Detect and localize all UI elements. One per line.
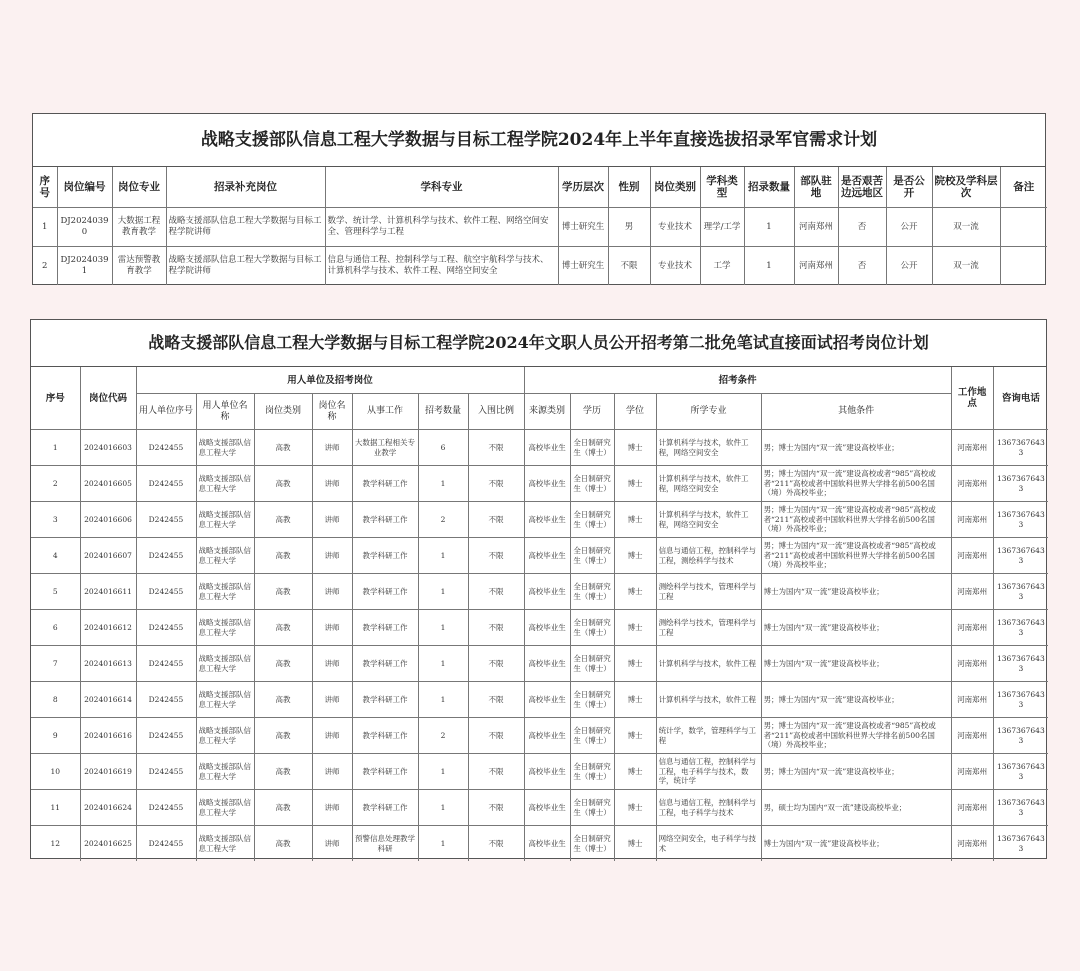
table2-row bbox=[31, 646, 1048, 682]
table2-cell: 博士 bbox=[614, 502, 656, 538]
table2-cell: 计算机科学与技术，软件工程 bbox=[656, 646, 761, 682]
table2-cell: 11 bbox=[31, 790, 80, 826]
table2-cell: 讲师 bbox=[312, 682, 352, 718]
table1-cell: 2 bbox=[33, 247, 57, 286]
table2-cell: 全日制研究生（博士） bbox=[570, 646, 614, 682]
table1-header-cell: 序号 bbox=[33, 167, 57, 208]
table2-cell: 男；博士为国内“双一流”建设高校毕业； bbox=[761, 682, 951, 718]
table2-cell: 讲师 bbox=[312, 610, 352, 646]
table1-cell: 不限 bbox=[608, 247, 650, 286]
table2-cell: D242455 bbox=[136, 790, 196, 826]
table2-cell: D242455 bbox=[136, 610, 196, 646]
table2-cell: 网络空间安全，电子科学与技术 bbox=[656, 826, 761, 862]
table1-header-cell: 备注 bbox=[1000, 167, 1047, 208]
table2-cell: 10 bbox=[31, 754, 80, 790]
table2-cell: 教学科研工作 bbox=[352, 790, 418, 826]
table2-subheader-cell: 所学专业 bbox=[656, 394, 761, 430]
table2-cell: 战略支援部队信息工程大学 bbox=[196, 574, 254, 610]
table2-cell: 讲师 bbox=[312, 790, 352, 826]
table2-cell: 1 bbox=[418, 574, 468, 610]
table2-cell: D242455 bbox=[136, 574, 196, 610]
table2-cell: 1 bbox=[418, 646, 468, 682]
table2-cell: 2 bbox=[418, 718, 468, 754]
table2-cell: 2024016605 bbox=[80, 466, 136, 502]
table2-cell: 全日制研究生（博士） bbox=[570, 538, 614, 574]
table2-subheader-cell: 其他条件 bbox=[761, 394, 951, 430]
table2-cell: 2024016624 bbox=[80, 790, 136, 826]
table2-cell: 不限 bbox=[468, 538, 524, 574]
table1-cell: 雷达预警教育教学 bbox=[112, 247, 166, 286]
table1-cell: 战略支援部队信息工程大学数据与目标工程学院讲师 bbox=[166, 247, 325, 286]
table2-cell: 战略支援部队信息工程大学 bbox=[196, 646, 254, 682]
table2-cell: 大数据工程相关专业教学 bbox=[352, 430, 418, 466]
table2-cell: D242455 bbox=[136, 754, 196, 790]
table1-header-cell: 学历层次 bbox=[558, 167, 608, 208]
table2-cell: 博士 bbox=[614, 538, 656, 574]
table2-cell: 博士 bbox=[614, 646, 656, 682]
table2-cell: 1 bbox=[418, 466, 468, 502]
civilian-plan-table bbox=[31, 367, 1048, 861]
table2-cell: 统计学，数学，管理科学与工程 bbox=[656, 718, 761, 754]
table2-cell: 1 bbox=[418, 754, 468, 790]
table2-cell: 13673676433 bbox=[993, 574, 1048, 610]
table2-cell: 13673676433 bbox=[993, 430, 1048, 466]
table2-cell: 不限 bbox=[468, 610, 524, 646]
table2-cell: 2 bbox=[418, 502, 468, 538]
table2-cell: 高教 bbox=[254, 574, 312, 610]
table2-subheader-cell: 岗位名称 bbox=[312, 394, 352, 430]
table2-cell: 2024016606 bbox=[80, 502, 136, 538]
table2-cell: 高校毕业生 bbox=[524, 754, 570, 790]
table2-cell: 博士 bbox=[614, 610, 656, 646]
table2-cell: 2 bbox=[31, 466, 80, 502]
table2-cell: 2024016619 bbox=[80, 754, 136, 790]
table1-cell: 双一流 bbox=[932, 247, 1000, 286]
table2-cell: 战略支援部队信息工程大学 bbox=[196, 718, 254, 754]
table2-cell: 13673676433 bbox=[993, 682, 1048, 718]
table1-header-cell: 岗位编号 bbox=[57, 167, 112, 208]
table2-subheader-cell: 学历 bbox=[570, 394, 614, 430]
table1-cell: 战略支援部队信息工程大学数据与目标工程学院讲师 bbox=[166, 208, 325, 247]
table2-cell: 博士为国内“双一流”建设高校毕业； bbox=[761, 646, 951, 682]
table1-cell: 专业技术 bbox=[650, 247, 700, 286]
table2-cell: 高校毕业生 bbox=[524, 502, 570, 538]
table2-cell: 测绘科学与技术，管理科学与工程 bbox=[656, 574, 761, 610]
header-location: 工作地点 bbox=[951, 367, 993, 430]
table2-cell: 高教 bbox=[254, 826, 312, 862]
table2-cell: 全日制研究生（博士） bbox=[570, 502, 614, 538]
table2-row bbox=[31, 790, 1048, 826]
table2-cell: 全日制研究生（博士） bbox=[570, 790, 614, 826]
table2-cell: 不限 bbox=[468, 754, 524, 790]
table2-cell: 信息与通信工程，控制科学与工程，电子科学与技术 bbox=[656, 790, 761, 826]
table2-cell: 2024016603 bbox=[80, 430, 136, 466]
table2-cell: 高教 bbox=[254, 754, 312, 790]
table2-cell: 讲师 bbox=[312, 826, 352, 862]
table2-cell: 战略支援部队信息工程大学 bbox=[196, 610, 254, 646]
table2-row bbox=[31, 574, 1048, 610]
table2-cell: 信息与通信工程，控制科学与工程，电子科学与技术，数学，统计学 bbox=[656, 754, 761, 790]
table2-cell: 河南郑州 bbox=[951, 682, 993, 718]
table2-row bbox=[31, 718, 1048, 754]
military-officer-plan-panel bbox=[32, 113, 1046, 285]
table2-cell: 河南郑州 bbox=[951, 502, 993, 538]
table1-cell: DJ20240391 bbox=[57, 247, 112, 286]
table1-cell: 1 bbox=[33, 208, 57, 247]
table1-cell: 博士研究生 bbox=[558, 208, 608, 247]
table2-cell: 13673676433 bbox=[993, 538, 1048, 574]
header-phone: 咨询电话 bbox=[993, 367, 1048, 430]
table2-cell: 教学科研工作 bbox=[352, 646, 418, 682]
table2-cell: 男；博士为国内“双一流”建设高校或者“985”高校或者“211”高校或者中国软科世界大学排名前500名国（境）外高校毕业； bbox=[761, 538, 951, 574]
table2-cell: 讲师 bbox=[312, 502, 352, 538]
table2-cell: 全日制研究生（博士） bbox=[570, 754, 614, 790]
table2-cell: 不限 bbox=[468, 466, 524, 502]
table2-cell: 2024016625 bbox=[80, 826, 136, 862]
table2-cell: 男；博士为国内“双一流”建设高校或者“985”高校或者“211”高校或者中国软科世界大学排名前500名国（境）外高校毕业； bbox=[761, 718, 951, 754]
table2-cell: 战略支援部队信息工程大学 bbox=[196, 538, 254, 574]
table1-header-cell: 学科类型 bbox=[700, 167, 744, 208]
table2-cell: D242455 bbox=[136, 682, 196, 718]
table2-title: 战略支援部队信息工程大学数据与目标工程学院2024年文职人员公开招考第二批免笔试直接面试招考岗位计划 bbox=[31, 320, 1046, 367]
table2-cell: 13673676433 bbox=[993, 466, 1048, 502]
table2-row bbox=[31, 682, 1048, 718]
table2-cell: D242455 bbox=[136, 502, 196, 538]
table2-cell: 博士为国内“双一流”建设高校毕业； bbox=[761, 610, 951, 646]
table2-cell: D242455 bbox=[136, 430, 196, 466]
table2-cell: 2024016616 bbox=[80, 718, 136, 754]
table2-cell: 博士 bbox=[614, 682, 656, 718]
table2-cell: 不限 bbox=[468, 430, 524, 466]
table2-cell: 河南郑州 bbox=[951, 538, 993, 574]
table2-cell: 博士 bbox=[614, 826, 656, 862]
table2-cell: 高校毕业生 bbox=[524, 826, 570, 862]
table2-row bbox=[31, 754, 1048, 790]
table2-cell: 全日制研究生（博士） bbox=[570, 466, 614, 502]
table2-cell: 1 bbox=[418, 610, 468, 646]
table2-cell: 2024016611 bbox=[80, 574, 136, 610]
table2-cell: 13673676433 bbox=[993, 646, 1048, 682]
table2-cell: 河南郑州 bbox=[951, 754, 993, 790]
table2-row bbox=[31, 826, 1048, 862]
table2-cell: 2024016613 bbox=[80, 646, 136, 682]
table2-cell: 战略支援部队信息工程大学 bbox=[196, 682, 254, 718]
table2-cell: 计算机科学与技术，软件工程，网络空间安全 bbox=[656, 430, 761, 466]
table1-cell: 专业技术 bbox=[650, 208, 700, 247]
table2-cell: 教学科研工作 bbox=[352, 754, 418, 790]
table2-cell: 高校毕业生 bbox=[524, 430, 570, 466]
table1-cell: 男 bbox=[608, 208, 650, 247]
table2-cell: 教学科研工作 bbox=[352, 538, 418, 574]
table2-cell: 高教 bbox=[254, 502, 312, 538]
header-no: 序号 bbox=[31, 367, 80, 430]
table2-row bbox=[31, 538, 1048, 574]
table1-cell: 河南郑州 bbox=[794, 208, 838, 247]
table2-cell: 高教 bbox=[254, 790, 312, 826]
table2-cell: 博士 bbox=[614, 574, 656, 610]
table2-cell: 教学科研工作 bbox=[352, 574, 418, 610]
table2-cell: 讲师 bbox=[312, 718, 352, 754]
table2-cell: D242455 bbox=[136, 718, 196, 754]
officer-plan-table bbox=[33, 167, 1047, 285]
table2-cell: 讲师 bbox=[312, 754, 352, 790]
table2-cell: 战略支援部队信息工程大学 bbox=[196, 790, 254, 826]
table1-cell: 公开 bbox=[886, 247, 932, 286]
table1-cell: 信息与通信工程、控制科学与工程、航空宇航科学与技术、计算机科学与技术、软件工程、网络空间安全 bbox=[325, 247, 558, 286]
table1-cell: 理学/工学 bbox=[700, 208, 744, 247]
table2-cell: 2024016607 bbox=[80, 538, 136, 574]
table2-cell: 13673676433 bbox=[993, 790, 1048, 826]
table2-cell: 1 bbox=[418, 682, 468, 718]
table1-cell: 1 bbox=[744, 208, 794, 247]
table2-cell: 高校毕业生 bbox=[524, 610, 570, 646]
table2-cell: D242455 bbox=[136, 538, 196, 574]
table1-header-cell: 学科专业 bbox=[325, 167, 558, 208]
table2-cell: 博士 bbox=[614, 790, 656, 826]
table2-cell: 信息与通信工程，控制科学与工程，测绘科学与技术 bbox=[656, 538, 761, 574]
table2-cell: 战略支援部队信息工程大学 bbox=[196, 466, 254, 502]
table2-cell: 河南郑州 bbox=[951, 790, 993, 826]
header-code: 岗位代码 bbox=[80, 367, 136, 430]
table2-subheader-cell: 岗位类别 bbox=[254, 394, 312, 430]
table2-cell: 高校毕业生 bbox=[524, 538, 570, 574]
table2-cell: 高校毕业生 bbox=[524, 790, 570, 826]
table2-cell: 讲师 bbox=[312, 466, 352, 502]
table2-cell: 4 bbox=[31, 538, 80, 574]
table2-cell: 教学科研工作 bbox=[352, 502, 418, 538]
table1-header-cell: 部队驻地 bbox=[794, 167, 838, 208]
table2-cell: 战略支援部队信息工程大学 bbox=[196, 502, 254, 538]
table1-title: 战略支援部队信息工程大学数据与目标工程学院2024年上半年直接选拔招录军官需求计划 bbox=[33, 114, 1045, 167]
table2-subheader-cell: 从事工作 bbox=[352, 394, 418, 430]
table2-cell: 教学科研工作 bbox=[352, 682, 418, 718]
table1-cell: 博士研究生 bbox=[558, 247, 608, 286]
table2-row bbox=[31, 466, 1048, 502]
table2-cell: 全日制研究生（博士） bbox=[570, 430, 614, 466]
header-group-unit: 用人单位及招考岗位 bbox=[136, 367, 524, 394]
table1-cell: 否 bbox=[838, 247, 886, 286]
table2-cell: 高校毕业生 bbox=[524, 466, 570, 502]
table1-header-cell: 招录补充岗位 bbox=[166, 167, 325, 208]
table2-subheader-cell: 用人单位序号 bbox=[136, 394, 196, 430]
table1-header-cell: 岗位类别 bbox=[650, 167, 700, 208]
table2-cell: 1 bbox=[418, 790, 468, 826]
table2-cell: 全日制研究生（博士） bbox=[570, 718, 614, 754]
table2-cell: 河南郑州 bbox=[951, 574, 993, 610]
table2-cell: 13673676433 bbox=[993, 502, 1048, 538]
table2-cell: 测绘科学与技术，管理科学与工程 bbox=[656, 610, 761, 646]
table2-cell: 不限 bbox=[468, 790, 524, 826]
table2-cell: 1 bbox=[418, 538, 468, 574]
table2-cell: 博士 bbox=[614, 754, 656, 790]
table2-row bbox=[31, 430, 1048, 466]
table2-cell: 13673676433 bbox=[993, 754, 1048, 790]
table2-cell: 6 bbox=[31, 610, 80, 646]
table1-header-row bbox=[33, 167, 1047, 208]
table2-subheader-cell: 来源类别 bbox=[524, 394, 570, 430]
table2-cell: 1 bbox=[418, 826, 468, 862]
table1-cell: 大数据工程教育教学 bbox=[112, 208, 166, 247]
table2-cell: 7 bbox=[31, 646, 80, 682]
table2-cell: 2024016612 bbox=[80, 610, 136, 646]
table2-cell: 男；博士为国内“双一流”建设高校毕业； bbox=[761, 754, 951, 790]
table1-cell: 公开 bbox=[886, 208, 932, 247]
table2-cell: 不限 bbox=[468, 574, 524, 610]
table1-cell: 工学 bbox=[700, 247, 744, 286]
table2-cell: 9 bbox=[31, 718, 80, 754]
table1-cell bbox=[1000, 247, 1047, 286]
table2-cell: 13673676433 bbox=[993, 826, 1048, 862]
table2-cell: 战略支援部队信息工程大学 bbox=[196, 826, 254, 862]
table2-cell: 高校毕业生 bbox=[524, 718, 570, 754]
table1-cell: 1 bbox=[744, 247, 794, 286]
table2-cell: 1 bbox=[31, 430, 80, 466]
table2-cell: 高校毕业生 bbox=[524, 574, 570, 610]
table2-subheader-cell: 用人单位名称 bbox=[196, 394, 254, 430]
table1-header-cell: 岗位专业 bbox=[112, 167, 166, 208]
table2-cell: 计算机科学与技术，软件工程 bbox=[656, 682, 761, 718]
table2-cell: 12 bbox=[31, 826, 80, 862]
table2-cell: 不限 bbox=[468, 646, 524, 682]
table2-cell: 高教 bbox=[254, 466, 312, 502]
table2-cell: 13673676433 bbox=[993, 718, 1048, 754]
table1-cell bbox=[1000, 208, 1047, 247]
table2-cell: 教学科研工作 bbox=[352, 718, 418, 754]
table2-cell: 全日制研究生（博士） bbox=[570, 574, 614, 610]
table2-cell: 不限 bbox=[468, 826, 524, 862]
table2-cell: D242455 bbox=[136, 466, 196, 502]
table2-subheader-cell: 学位 bbox=[614, 394, 656, 430]
table2-cell: 男；博士为国内“双一流”建设高校或者“985”高校或者“211”高校或者中国软科世界大学排名前500名国（境）外高校毕业； bbox=[761, 466, 951, 502]
table2-cell: 男；博士为国内“双一流”建设高校毕业； bbox=[761, 430, 951, 466]
table2-cell: 河南郑州 bbox=[951, 430, 993, 466]
table2-cell: 不限 bbox=[468, 682, 524, 718]
table2-cell: 河南郑州 bbox=[951, 466, 993, 502]
table2-cell: 博士 bbox=[614, 466, 656, 502]
table2-cell: 不限 bbox=[468, 718, 524, 754]
table2-row bbox=[31, 502, 1048, 538]
table2-cell: 高教 bbox=[254, 682, 312, 718]
table2-cell: 3 bbox=[31, 502, 80, 538]
table2-cell: 讲师 bbox=[312, 574, 352, 610]
table1-header-cell: 招录数量 bbox=[744, 167, 794, 208]
table2-cell: 预警信息处理教学科研 bbox=[352, 826, 418, 862]
table2-cell: 全日制研究生（博士） bbox=[570, 610, 614, 646]
table1-cell: 否 bbox=[838, 208, 886, 247]
table2-cell: 高教 bbox=[254, 610, 312, 646]
table2-cell: 河南郑州 bbox=[951, 826, 993, 862]
table2-cell: D242455 bbox=[136, 646, 196, 682]
table2-cell: 高教 bbox=[254, 646, 312, 682]
table2-cell: 河南郑州 bbox=[951, 610, 993, 646]
table2-subheader-cell: 入围比例 bbox=[468, 394, 524, 430]
table2-cell: 战略支援部队信息工程大学 bbox=[196, 430, 254, 466]
table2-cell: 不限 bbox=[468, 502, 524, 538]
table2-cell: 博士 bbox=[614, 718, 656, 754]
table2-cell: 男，硕士均为国内“双一流”建设高校毕业； bbox=[761, 790, 951, 826]
table2-cell: 男；博士为国内“双一流”建设高校或者“985”高校或者“211”高校或者中国软科世界大学排名前500名国（境）外高校毕业； bbox=[761, 502, 951, 538]
table2-cell: 教学科研工作 bbox=[352, 610, 418, 646]
table2-row bbox=[31, 610, 1048, 646]
table2-cell: 教学科研工作 bbox=[352, 466, 418, 502]
table2-cell: D242455 bbox=[136, 826, 196, 862]
table2-subheader-cell: 招考数量 bbox=[418, 394, 468, 430]
table2-cell: 博士为国内“双一流”建设高校毕业； bbox=[761, 574, 951, 610]
table2-cell: 讲师 bbox=[312, 430, 352, 466]
table2-cell: 全日制研究生（博士） bbox=[570, 682, 614, 718]
table2-cell: 博士 bbox=[614, 430, 656, 466]
table2-cell: 高教 bbox=[254, 430, 312, 466]
table1-cell: DJ20240390 bbox=[57, 208, 112, 247]
table2-cell: 博士为国内“双一流”建设高校毕业； bbox=[761, 826, 951, 862]
table2-cell: 高校毕业生 bbox=[524, 646, 570, 682]
table2-cell: 全日制研究生（博士） bbox=[570, 826, 614, 862]
table2-cell: 战略支援部队信息工程大学 bbox=[196, 754, 254, 790]
table2-cell: 6 bbox=[418, 430, 468, 466]
table1-header-cell: 是否公开 bbox=[886, 167, 932, 208]
table1-cell: 双一流 bbox=[932, 208, 1000, 247]
table2-cell: 高教 bbox=[254, 538, 312, 574]
table2-cell: 高校毕业生 bbox=[524, 682, 570, 718]
header-group-conditions: 招考条件 bbox=[524, 367, 951, 394]
table1-header-cell: 是否艰苦边远地区 bbox=[838, 167, 886, 208]
table2-cell: 讲师 bbox=[312, 538, 352, 574]
table1-header-cell: 性别 bbox=[608, 167, 650, 208]
table2-cell: 5 bbox=[31, 574, 80, 610]
table2-cell: 8 bbox=[31, 682, 80, 718]
table2-cell: 13673676433 bbox=[993, 610, 1048, 646]
table2-cell: 计算机科学与技术，软件工程，网络空间安全 bbox=[656, 502, 761, 538]
table2-cell: 高教 bbox=[254, 718, 312, 754]
table2-cell: 2024016614 bbox=[80, 682, 136, 718]
table1-row bbox=[33, 208, 1047, 247]
table2-cell: 计算机科学与技术，软件工程，网络空间安全 bbox=[656, 466, 761, 502]
table2-cell: 河南郑州 bbox=[951, 646, 993, 682]
table1-cell: 数学、统计学、计算机科学与技术、软件工程、网络空间安全、管理科学与工程 bbox=[325, 208, 558, 247]
civilian-staff-plan-panel bbox=[30, 319, 1047, 859]
table2-cell: 讲师 bbox=[312, 646, 352, 682]
table1-row bbox=[33, 247, 1047, 286]
table2-cell: 河南郑州 bbox=[951, 718, 993, 754]
table1-cell: 河南郑州 bbox=[794, 247, 838, 286]
table1-header-cell: 院校及学科层次 bbox=[932, 167, 1000, 208]
